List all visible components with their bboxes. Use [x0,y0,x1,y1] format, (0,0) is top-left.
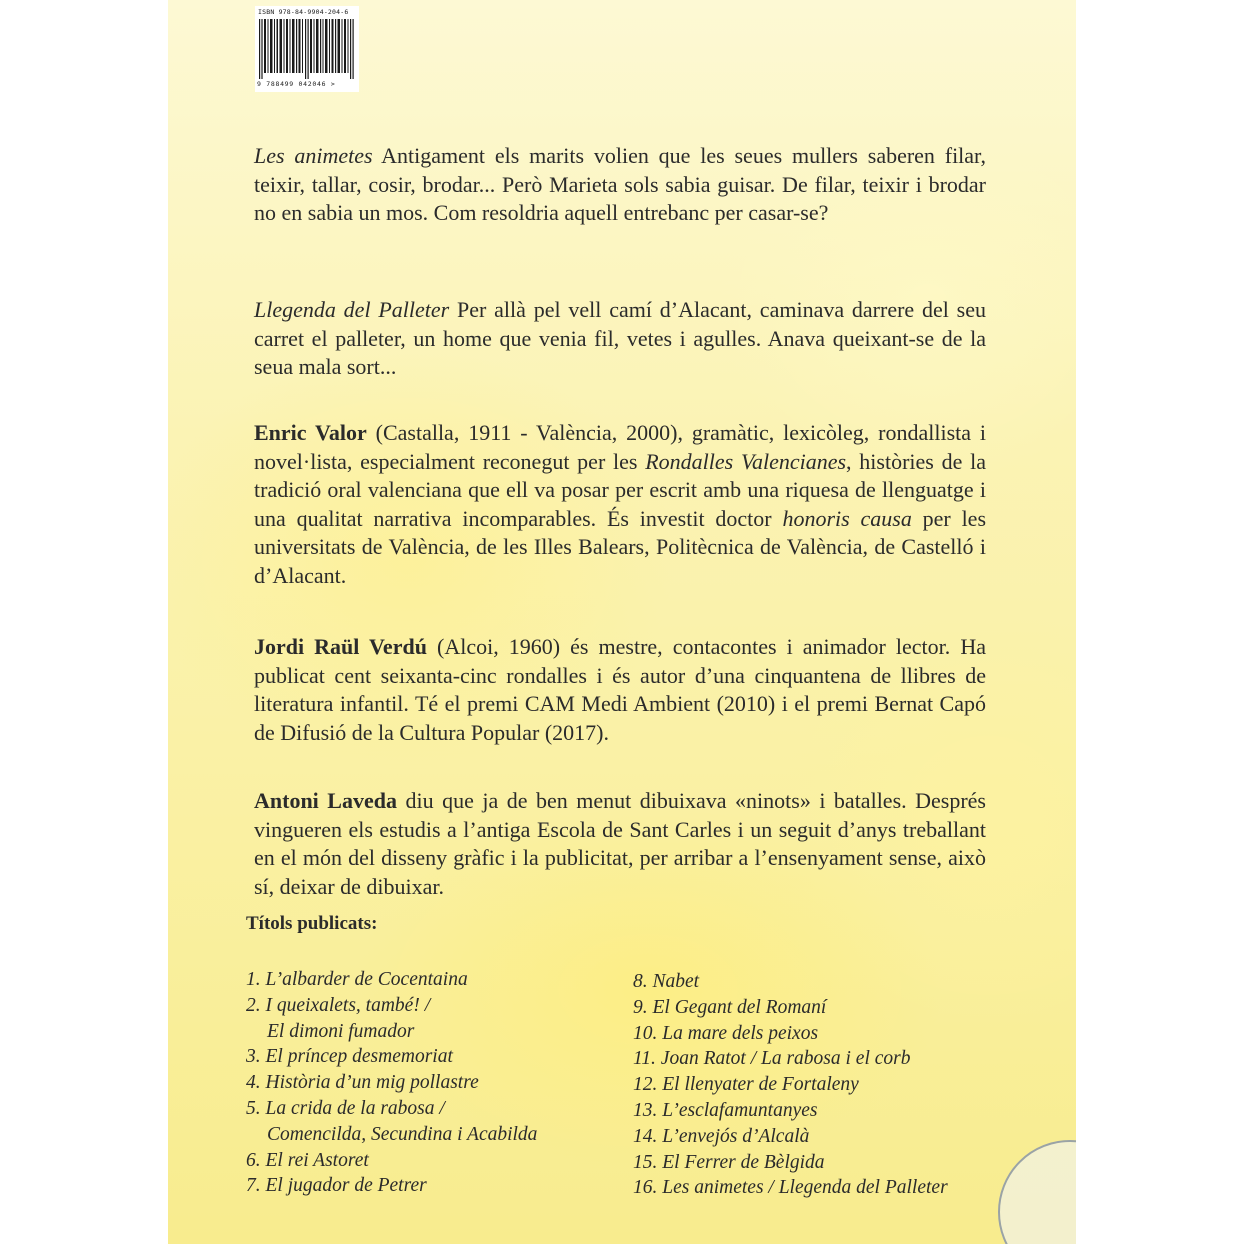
book-back-cover [168,0,1076,1244]
list-item: Comencilda, Secundina i Acabilda [267,1123,538,1145]
list-item: 12. El llenyater de Fortaleny [633,1074,859,1096]
paragraph-animetes [254,142,986,228]
titles-list-left [246,967,537,1199]
isbn-barcode [255,6,359,92]
paragraph-palleter [254,296,986,382]
list-item: 7. El jugador de Petrer [246,1175,427,1197]
author-name-verdu: Jordi Raül Verdú [254,634,427,659]
list-item: 14. L’envejós d’Alcalà [633,1125,810,1147]
bio-valor-italic-2: honoris causa [782,505,912,531]
list-item: 1. L’albarder de Cocentaina [246,969,468,990]
isbn-label: ISBN 978-84-9904-204-6 [258,8,349,16]
list-item: 16. Les animetes / Llegenda del Palleter [633,1177,948,1199]
barcode-icon [259,19,355,79]
list-item: 8. Nabet [633,971,700,992]
bio-valor-text-3: per les universitats de València, de les Illes Balears, Politècnica de València, de Castelló i d’Alacant. [254,505,987,588]
text-palleter: Per allà pel vell camí d’Alacant, caminava darrere del seu carret el palleter, un home que venia fil, vetes i agulles. Anava queixant-se de la seua mala sort... [254,297,986,379]
list-item: 3. El príncep desmemoriat [246,1046,453,1068]
list-item: 4. Història d’un mig pollastre [246,1072,479,1094]
list-item: 10. La mare dels peixos [633,1022,819,1044]
titles-list-right [633,969,948,1201]
bio-jordi-raul-verdu [254,633,986,747]
list-item: 2. I queixalets, també! / [246,994,431,1016]
list-item: 9. El Gegant del Romaní [633,996,827,1018]
list-item: 15. El Ferrer de Bèlgida [633,1151,825,1173]
title-animetes: Les animetes [254,143,373,168]
text-animetes: Antigament els marits volien que les seues mullers saberen filar, teixir, tallar, cosir, brodar... Però Marieta sols sabia guisar. De filar, teixir i brodar no en sabia un mos. Com resoldria aquell entrebanc per casar-se? [254,143,987,225]
bio-laveda-text: diu que ja de ben menut dibuixava «ninots» i batalles. Després vingueren els estudis a l’antiga Escola de Sant Carles i un seguit d’anys treballant en el món del disseny gràfic i la publicitat, per arribar a l’ensenyament sense, això sí, deixar de dibuixar. [254,788,986,899]
list-item: El dimoni fumador [267,1020,415,1042]
list-item: 11. Joan Ratot / La rabosa i el corb [633,1048,911,1070]
bio-valor-text-2: , històries de la tradició oral valenciana que ell va posar per escrit amb una riquesa de llenguatge i una qualitat narrativa incomparables. És investit doctor [254,448,986,531]
list-item: 13. L’esclafamuntanyes [633,1099,818,1121]
title-palleter: Llegenda del Palleter [254,297,450,322]
corner-illustration [998,1140,1076,1244]
list-item: 5. La crida de la rabosa / [246,1097,445,1119]
bio-valor-text-1: (Castalla, 1911 - València, 2000), gramàtic, lexicòleg, rondallista i novel·lista, especialment reconegut per les [254,420,986,474]
bio-antoni-laveda [254,787,986,901]
titles-heading: Títols publicats: [246,913,378,934]
bio-valor-italic-1: Rondalles Valencianes [645,448,847,474]
author-name-valor: Enric Valor [254,420,367,445]
bio-verdu-text: (Alcoi, 1960) és mestre, contacontes i animador lector. Ha publicat cent seixanta-cinc rondalles i és autor d’una cinquantena de llibres de literatura infantil. Té el premi CAM Medi Ambient (2010) i el premi Bernat Capó de Difusió de la Cultura Popular (2017). [254,634,986,745]
list-item: 6. El rei Astoret [246,1149,369,1171]
author-name-laveda: Antoni Laveda [254,788,397,813]
bio-enric-valor [254,419,986,590]
barcode-digits: 9 788499 042046 > [257,80,336,88]
